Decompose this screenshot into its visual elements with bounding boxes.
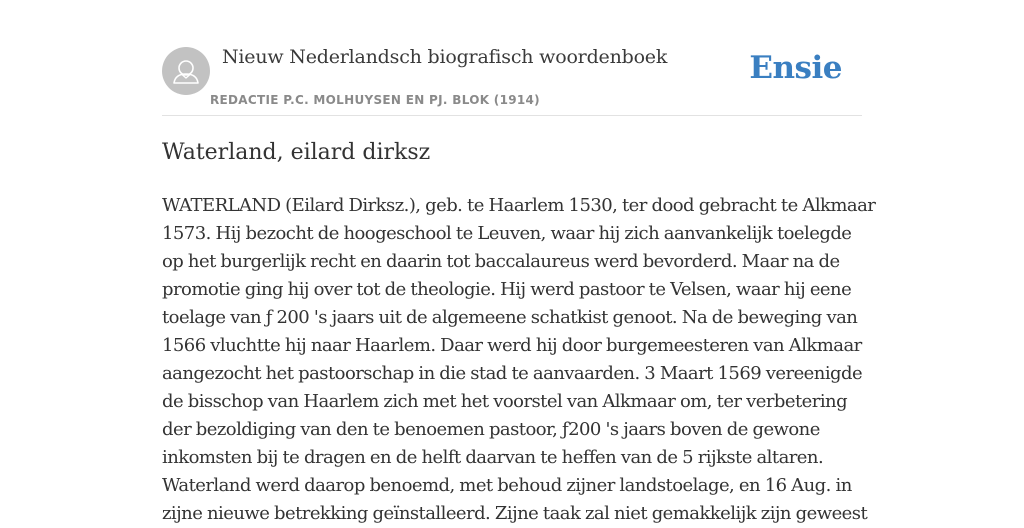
- entry-body-line: 1573. Hij bezocht de hoogeschool te Leuven, waar hij zich aanvankelijk toelegde: [162, 223, 852, 244]
- user-icon: [162, 47, 210, 95]
- entry-body-line: de bisschop van Haarlem zich met het voorstel van Alkmaar om, ter verbetering: [162, 391, 848, 412]
- page-container: [162, 0, 876, 524]
- entry-body-line: op het burgerlijk recht en daarin tot baccalaureus werd bevorderd. Maar na de: [162, 251, 840, 272]
- entry-body-line: promotie ging hij over tot de theologie. Hij werd pastoor te Velsen, waar hij eene: [162, 279, 852, 300]
- entry-body-line: toelage van ƒ 200 's jaars uit de algemeene schatkist genoot. Na de beweging van: [162, 307, 858, 328]
- entry-body: [162, 192, 876, 528]
- entry-body-line: aangezocht het pastoorschap in die stad te aanvaarden. 3 Maart 1569 vereenigde: [162, 363, 863, 384]
- entry-body-line: der bezoldiging van den te benoemen pastoor, ƒ200 's jaars boven de gewone: [162, 419, 820, 440]
- entry-body-line: 1566 vluchtte hij naar Haarlem. Daar werd hij door burgemeesteren van Alkmaar: [162, 335, 862, 356]
- avatar: [162, 47, 210, 95]
- entry-body-line: inkomsten bij te dragen en de helft daarvan te heffen van de 5 rijkste altaren.: [162, 447, 824, 468]
- entry-title: Waterland, eilard dirksz: [162, 140, 431, 165]
- ensie-logo[interactable]: Ensie: [749, 50, 842, 86]
- book-title[interactable]: Nieuw Nederlandsch biografisch woordenboek: [222, 46, 668, 68]
- entry-body-line: zijne nieuwe betrekking geïnstalleerd. Zijne taak zal niet gemakkelijk zijn geweest: [162, 503, 868, 524]
- entry-body-line: WATERLAND (Eilard Dirksz.), geb. te Haarlem 1530, ter dood gebracht te Alkmaar: [162, 195, 876, 216]
- page-header: [162, 0, 862, 116]
- entry-body-line: Waterland werd daarop benoemd, met behoud zijner landstoelage, en 16 Aug. in: [162, 475, 852, 496]
- book-editors: REDACTIE P.C. MOLHUYSEN EN PJ. BLOK (1914): [210, 93, 540, 107]
